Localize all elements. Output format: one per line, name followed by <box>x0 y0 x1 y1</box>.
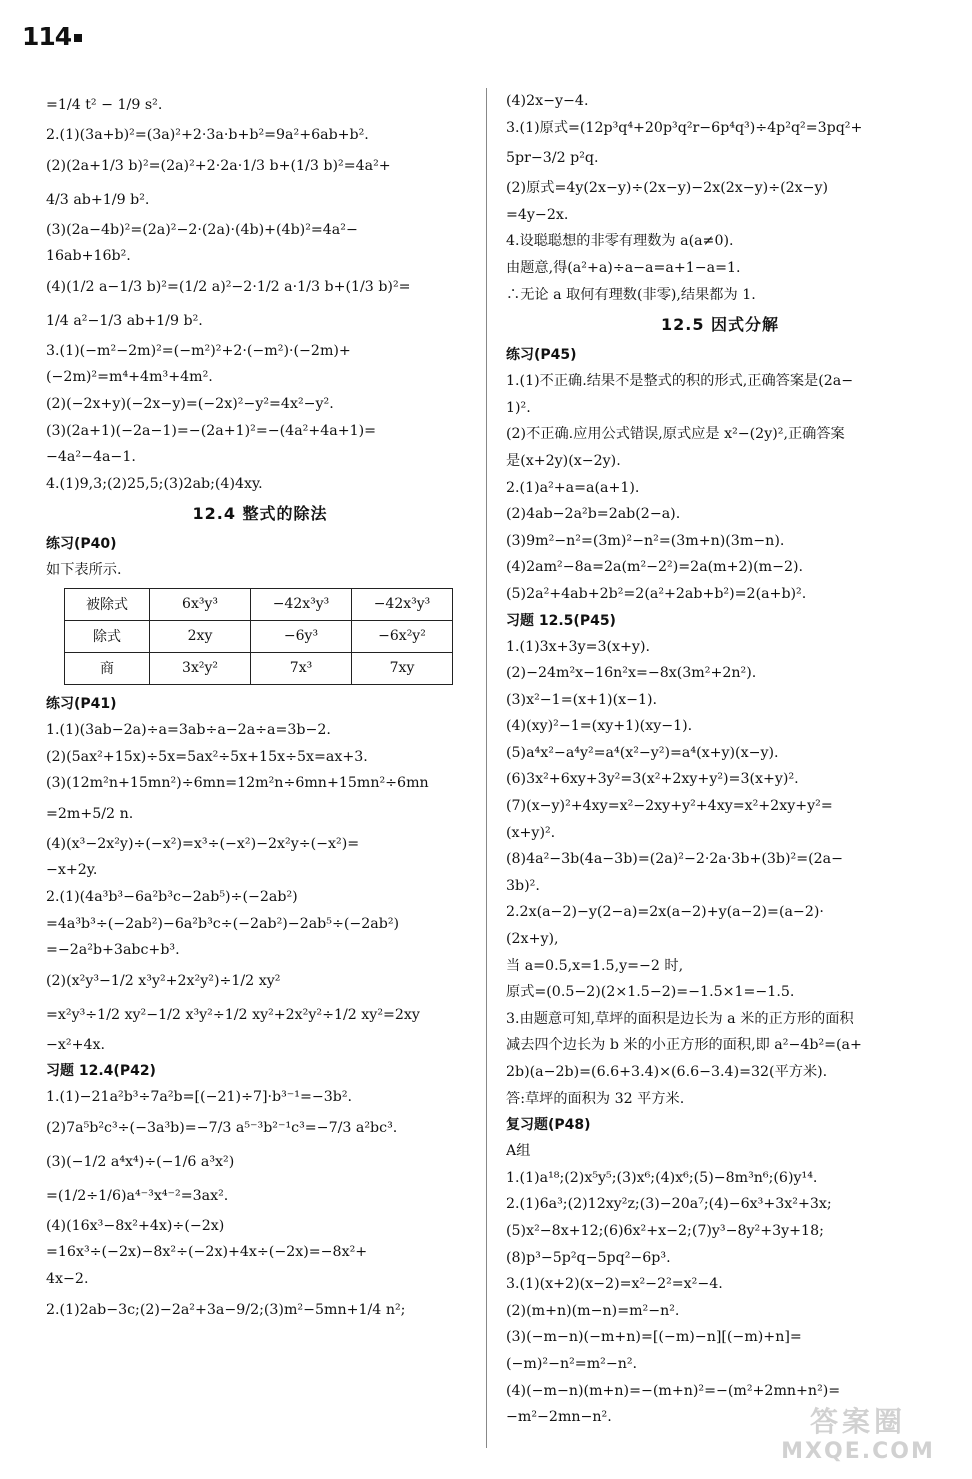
text-line: 2.(1)(3a+b)²=(3a)²+2·3a·b+b²=9a²+6ab+b². <box>46 127 369 143</box>
table-cell: 7xy <box>352 652 453 684</box>
text-line: (2)(x²y³−1/2 x³y²+2x²y²)÷1/2 xy² <box>46 972 281 989</box>
text-line: −x²+4x. <box>46 1036 106 1053</box>
text-line: (7)(x−y)²+4xy=x²−2xy+y²+4xy=x²+2xy+y²= <box>506 798 833 815</box>
text-line: (4)(1/2 a−1/3 b)²=(1/2 a)²−2·1/2 a·1/3 b+(1/3 b)²= <box>46 278 411 295</box>
text-line: −4a²−4a−1. <box>46 449 136 466</box>
text-line: 3.(1)(−m²−2m)²=(−m²)²+2·(−m²)·(−2m)+ <box>46 342 351 359</box>
text-line: =2m+5/2 n. <box>46 805 134 822</box>
text-line: 1/4 a²−1/3 ab+1/9 b². <box>46 312 203 329</box>
text-line: 减去四个边长为 b 米的小正方形的面积,即 a²−4b²=(a+ <box>506 1037 862 1054</box>
left-column <box>46 88 474 1327</box>
text-line: (4)(16x³−8x²+4x)÷(−2x) <box>46 1217 225 1234</box>
text-line: 4.(1)9,3;(2)25,5;(3)2ab;(4)4xy. <box>46 475 263 492</box>
text-line: ∴无论 a 取何有理数(非零),结果都为 1. <box>506 286 756 303</box>
watermark-bottom: MXQE.COM <box>781 1439 935 1464</box>
table-cell: −42x³y³ <box>352 588 453 620</box>
practice-p40-intro: 如下表所示. <box>46 562 122 579</box>
practice-p41-title: 练习(P41) <box>46 695 117 712</box>
row-header-cell: 除式 <box>65 620 150 652</box>
right-lines-b <box>506 368 934 607</box>
text-line: 2.(1)a²+a=a(a+1). <box>506 479 640 496</box>
text-line: (4)2am²−8a=2a(m²−2²)=2a(m+2)(m−2). <box>506 559 804 576</box>
practice-p45-title: 练习(P45) <box>506 347 577 364</box>
text-line: 4x−2. <box>46 1271 89 1288</box>
text-line: −m²−2mn−n². <box>506 1409 612 1426</box>
text-line: (3)(12m²n+15mn²)÷6mn=12m²n÷6mn+15mn²÷6mn <box>46 775 429 792</box>
text-line: 1)². <box>506 399 531 416</box>
text-line: (3)(2a+1)(−2a−1)=−(2a+1)²=−(4a²+4a+1)= <box>46 422 377 439</box>
table-cell: 6x³y³ <box>150 588 251 620</box>
left-lines-c <box>46 1084 474 1326</box>
text-line: =x²y³÷1/2 xy²−1/2 x³y²÷1/2 xy²+2x²y²÷1/2 xy²=2xy <box>46 1006 420 1023</box>
text-line: (2)原式=4y(2x−y)÷(2x−y)−2x(2x−y)÷(2x−y) <box>506 180 829 197</box>
text-line: 2.(1)(4a³b³−6a²b³c−2ab⁵)÷(−2ab²) <box>46 888 298 905</box>
text-line: (6)3x²+6xy+3y²=3(x²+2xy+y²)=3(x+y)². <box>506 771 799 788</box>
text-line: (−2m)²=m⁴+4m³+4m². <box>46 369 213 386</box>
row-header-cell: 商 <box>65 652 150 684</box>
table-row <box>65 588 453 620</box>
text-line: −x+2y. <box>46 862 98 879</box>
table-row <box>65 620 453 652</box>
text-line: 2.2x(a−2)−y(2−a)=2x(a−2)+y(a−2)=(a−2)· <box>506 904 824 921</box>
text-line: (5)x²−8x+12;(6)6x²+x−2;(7)y³−8y²+3y+18; <box>506 1222 824 1239</box>
text-line: (4)(xy)²−1=(xy+1)(xy−1). <box>506 718 693 735</box>
text-line: (2)(−2x+y)(−2x−y)=(−2x)²−y²=4x²−y². <box>46 395 334 412</box>
text-line: (5)2a²+4ab+2b²=2(a²+2ab+b²)=2(a+b)². <box>506 585 807 602</box>
text-line: (2)(m+n)(m−n)=m²−n². <box>506 1302 680 1319</box>
exercise-12-5-title: 习题 12.5(P45) <box>506 612 616 629</box>
text-line: =−2a²b+3abc+b³. <box>46 942 180 959</box>
right-lines-c <box>506 634 934 1113</box>
table-cell: 2xy <box>150 620 251 652</box>
text-line: (2x+y), <box>506 931 559 948</box>
quotient-table <box>64 588 453 685</box>
right-lines-d <box>506 1165 934 1431</box>
text-line: =4a³b³÷(−2ab²)−6a²b³c÷(−2ab²)−2ab⁵÷(−2ab²) <box>46 915 400 932</box>
row-header-cell: 被除式 <box>65 588 150 620</box>
text-line: (2)(2a+1/3 b)²=(2a)²+2·2a·1/3 b+(1/3 b)²=4a²+ <box>46 157 391 174</box>
text-line: (5)a⁴x²−a⁴y²=a⁴(x²−y²)=a⁴(x+y)(x−y). <box>506 744 779 761</box>
text-line: 由题意,得(a²+a)÷a−a=a+1−a=1. <box>506 259 741 276</box>
exercise-12-4-title: 习题 12.4(P42) <box>46 1063 156 1080</box>
text-line: (−m)²−n²=m²−n². <box>506 1355 638 1372</box>
watermark <box>758 1407 958 1473</box>
text-line: =(1/2÷1/6)a⁴⁻³x⁴⁻²=3ax². <box>46 1187 229 1204</box>
text-line: 1.(1)3x+3y=3(x+y). <box>506 638 650 655</box>
text-line: 2.(1)6a³;(2)12xy²z;(3)−20a⁷;(4)−6x³+3x²+3x; <box>506 1196 832 1213</box>
text-line: (2)−24m²x−16n²x=−8x(3m²+2n²). <box>506 665 757 682</box>
text-line: (3)(2a−4b)²=(2a)²−2·(2a)·(4b)+(4b)²=4a²− <box>46 221 358 238</box>
text-line: 1.(1)−21a²b³÷7a²b=[(−21)÷7]·b³⁻¹=−3b². <box>46 1089 353 1106</box>
table-cell: −6y³ <box>251 620 352 652</box>
right-lines-a <box>506 88 934 308</box>
text-line: =1/4 t² − 1/9 s². <box>46 97 163 113</box>
section-title-12-4: 12.4 整式的除法 <box>192 504 328 524</box>
text-line: (x+y)². <box>506 824 556 841</box>
text-line: 3b)². <box>506 877 540 894</box>
text-line: (8)p³−5p²q−5pq²−6p³. <box>506 1249 671 1266</box>
text-line: (3)9m²−n²=(3m)²−n²=(3m+n)(3m−n). <box>506 532 785 549</box>
text-line: 3.(1)原式=(12p³q⁴+20p³q²r−6p⁴q³)÷4p²q²=3pq²+ <box>506 119 863 136</box>
text-line: (4)(x³−2x²y)÷(−x²)=x³÷(−x²)−2x²y÷(−x²)= <box>46 835 360 852</box>
text-line: (4)(−m−n)(m+n)=−(m+n)²=−(m²+2mn+n²)= <box>506 1382 841 1399</box>
table-row <box>65 652 453 684</box>
page-number-mark <box>74 34 82 42</box>
left-lines-b <box>46 717 474 1058</box>
group-a-label: A组 <box>506 1143 531 1160</box>
text-line: =4y−2x. <box>506 206 569 223</box>
text-line: (2)(5ax²+15x)÷5x=5ax²÷5x+15x÷5x=ax+3. <box>46 748 368 765</box>
text-line: 是(x+2y)(x−2y). <box>506 452 621 469</box>
table-cell: 7x³ <box>251 652 352 684</box>
text-line: 1.(1)不正确.结果不是整式的积的形式,正确答案是(2a− <box>506 373 854 390</box>
column-divider <box>486 88 487 1448</box>
text-line: (2)4ab−2a²b=2ab(2−a). <box>506 506 681 523</box>
text-line: (2)不正确.应用公式错误,原式应是 x²−(2y)²,正确答案 <box>506 426 845 443</box>
page-number <box>22 22 82 51</box>
section-title-12-5: 12.5 因式分解 <box>660 315 780 335</box>
text-line: 1.(1)(3ab−2a)÷a=3ab÷a−2a÷a=3b−2. <box>46 721 331 738</box>
review-title: 复习题(P48) <box>506 1117 591 1134</box>
text-line: (4)2x−y−4. <box>506 93 589 109</box>
text-line: (2)7a⁵b²c³÷(−3a³b)=−7/3 a⁵⁻³b²⁻¹c³=−7/3 a²bc³. <box>46 1119 398 1136</box>
practice-p40-title: 练习(P40) <box>46 536 117 553</box>
text-line: 原式=(0.5−2)(2×1.5−2)=−1.5×1=−1.5. <box>506 984 795 1001</box>
text-line: 3.(1)(x+2)(x−2)=x²−2²=x²−4. <box>506 1276 723 1293</box>
text-line: (3)(−m−n)(−m+n)=[(−m)−n][(−m)+n]= <box>506 1329 802 1346</box>
right-column <box>506 88 934 1431</box>
page-number-text: 114 <box>22 22 72 51</box>
left-lines-a <box>46 88 474 497</box>
text-line: (8)4a²−3b(4a−3b)=(2a)²−2·2a·3b+(3b)²=(2a− <box>506 851 844 868</box>
table-cell: 3x²y² <box>150 652 251 684</box>
text-line: 2b)(a−2b)=(6.6+3.4)×(6.6−3.4)=32(平方米). <box>506 1064 828 1080</box>
text-line: 答:草坪的面积为 32 平方米. <box>506 1090 685 1107</box>
text-line: 5pr−3/2 p²q. <box>506 150 599 167</box>
text-line: =16x³÷(−2x)−8x²÷(−2x)+4x÷(−2x)=−8x²+ <box>46 1244 368 1261</box>
text-line: 16ab+16b². <box>46 248 131 265</box>
text-line: 当 a=0.5,x=1.5,y=−2 时, <box>506 957 684 974</box>
watermark-top: 答案圈 <box>809 1405 906 1438</box>
table-cell: −6x²y² <box>352 620 453 652</box>
text-line: 1.(1)a¹⁸;(2)x⁵y⁵;(3)x⁶;(4)x⁶;(5)−8m³n⁶;(6)y¹⁴. <box>506 1169 818 1186</box>
text-line: 4/3 ab+1/9 b². <box>46 191 150 208</box>
text-line: 3.由题意可知,草坪的面积是边长为 a 米的正方形的面积 <box>506 1010 854 1027</box>
text-line: 4.设聪聪想的非零有理数为 a(a≠0). <box>506 233 734 250</box>
text-line: (3)(−1/2 a⁴x⁴)÷(−1/6 a³x²) <box>46 1153 235 1170</box>
text-line: 2.(1)2ab−3c;(2)−2a²+3a−9/2;(3)m²−5mn+1/4 n²; <box>46 1301 406 1318</box>
table-cell: −42x³y³ <box>251 588 352 620</box>
text-line: (3)x²−1=(x+1)(x−1). <box>506 691 658 708</box>
